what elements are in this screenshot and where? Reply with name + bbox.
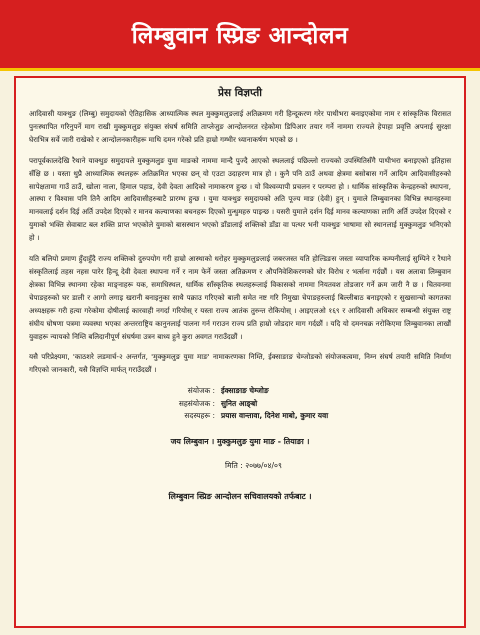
issuer-footer: लिम्बुवान स्प्रिङ आन्दोलन सचिवालयको तर्फबाट ।	[168, 491, 312, 501]
signatory-role: सदस्यहरू :	[184, 411, 215, 421]
press-release-document	[14, 76, 466, 628]
banner-header	[0, 0, 480, 71]
banner-title: लिम्बुवान स्प्रिङ आन्दोलन	[131, 23, 349, 49]
paragraph-3: यति बलियो प्रमाण हुँदाहुँदै राज्य शक्तिको दुरुपयोग गरी हाम्रो आस्थाको धरोहर मुक्कुमलुङलाई जबरजस्त यति होल्डिङस जस्ता व्यापारिक कम्पनीलाई सुम्पिने र रैथाने संस्कृतिलाई तहस नहस पारेर हिन्दू देवी देवता स्थापना गर्ने र नाम फेर्ने जस्ता अतिक्रमण र औपनिवेशिकरणको घोर विरोध र भर्त्सना गर्दछौं । यस अलावा लिम्बुवान क्षेत्रका विभिन्न स्थानमा रहेका माङ्नाहरू यक, समाधिस्थल, धार्मिक साँस्कृतिक स्थलहरूलाई विकासको नाममा नियतवश तोडजार गर्ने क्रम जारी नै छ । चितवनमा चेपाङहरुको घर डाली र आगो लगाइ खरानी बनाइनुका साथै पक्राउ गरिएको बाली समेत नष्ट गरि निमुखा चेपाङहरुलाई बिल्लीबाठ बनाइएको र सुखसान्चो कागतका अध्यक्षहरू गरी हत्या गरेकोमा दोषीलाई कारवाही नगर्दा गरियोस् र यस्ता राज्य आतंक तुरुन्त रोकियोस् । आइएलओ १६९ र आदिवासी अधिकार सम्बन्धी संयुक्त राष्ट्र संघीय घोषणा पत्रमा व्यवस्था भएका अन्तरराष्ट्रिय कानुनलाई पालना गर्न गराउन राज्य प्रति हाम्रो जोडदार माग गर्दछौं । यदि यो दमनचक्र नरोकिएमा लिम्बुवानका लाखौं युवाहरू न्यायको निम्ति बलिदानीपूर्ण संघर्षमा उत्रन बाध्य हुने कुरा अवगत गराउँदछौं ।	[29, 254, 451, 341]
signatory-list	[147, 385, 451, 423]
signatory-role: सहसंयोजक :	[178, 398, 215, 408]
signatory-name: ईक्साङाङ चेम्जोङ	[221, 386, 269, 396]
signatory-co-coordinator	[147, 398, 451, 411]
paragraph-4: यसै परिप्रेक्ष्यमा, 'काठशरे लडमार्च-२ अन्तर्गत, 'मुक्कुमलुङ युमा माङ' नामाकरणका निम्ति, ईक्साङाङ चेम्जोङको संयोजकत्वमा, निम्न संघर्ष तयारी समिति निर्माण गरिएको जानकारी, यसै विज्ञप्ति मार्फत् गराउँदछौं ।	[29, 352, 451, 375]
signatory-name: प्रयास वान्तावा, दिनेश माबो, कुमार यवा	[221, 411, 329, 421]
signatory-coordinator	[147, 385, 451, 398]
signatory-members	[147, 410, 451, 423]
paragraph-2: परापूर्वकालदेखि रैथाने याक्थुङ समुदायले मुक्कुमलुङ युमा माङको नाममा मान्दै पुज्दै आएको स्थललाई पछिल्लो राज्यको उपस्थितिसँगै पाथीभरा बनाइएको इतिहास सँक्षि छ । यस्ता थुप्रै आध्यात्मिक स्थलहरू अतिक्रमित भएका छन् यो एउटा उदाहरण मात्र हो । कुनै पनि ठाउँ अथवा क्षेत्रमा बसोबास गर्ने आदिम आदिवासीहरुको सापेक्षतामा गाउँ ठाउँ, खोला नाला, हिमाल पहाड, देवी देवता आदिको नामाकरण हुन्छ । यो विश्वव्यापी प्रचलन र परम्परा हो । धार्मिक सांस्कृतिक केन्द्रहरुको स्थापना, आस्था र विश्वास पनि तिनै आदिम आदिवासीहरुबाटै प्रारम्भ हुन्छ । युमा याक्थुङ समुदायको अति पूज्य माङ (देवी) हुन् । युमाले लिम्बुवानका विभिन्न स्थानहरुमा मानवलाई दर्शन दिई अर्ति उपदेश दिएको र मानव कल्याणका बचनहरू दिएको मुन्धुमहरु पाइन्छ । यसरी युमाले दर्शन दिई मानव कल्याणका लागि अर्ति उपदेश दिएको र युमाको भक्ति सेवाबाट बल शक्ति प्राप्त भएकोले युमाको बासस्थान भएको डाँडालाई शक्तिको डाँडा वा पत्थर भनी याक्थुङ भाषामा सो स्थानलाई मुक्कुमलुङ भनिएको हो ।	[29, 155, 451, 243]
slogan: जय लिम्बुवान । मुक्कुमलुङ युमा माङ - तियाङा ।	[170, 436, 310, 446]
signatory-role: संयोजक :	[187, 386, 215, 396]
press-release-title: प्रेस विज्ञप्ती	[218, 87, 262, 99]
signatory-name: सुनित आङ्बो	[221, 398, 258, 408]
paragraph-1: आदिवासी याक्थुङ (लिम्बु) समुदायको ऐतिहासिक आध्यात्मिक स्थल मुक्कुमलुङलाई अतिक्रमण गरी हिन्दूकरण गरेर पाथीभरा बनाइएकोमा नाम र सांस्कृतिक विरासत पुनःस्थापित गरिनुपर्ने माग राखी मुक्कुमलुङ संयुक्त संघर्ष समिति ताप्लेजुङ आन्दोलनरत रहेकोमा डिपिआर तयार गर्ने नाममा राज्यले हेपाहा प्रवृत्ति अपनाई सुरक्षा घेराभित्र सर्वे जारी राखेको र आन्दोलनकारीहरू माथि दमन गरेको प्रति हाम्रो गम्भीर ध्यानाकर्षण भएको छ ।	[29, 109, 451, 144]
release-date: मिति : २०७७/०४/०९	[225, 460, 282, 470]
